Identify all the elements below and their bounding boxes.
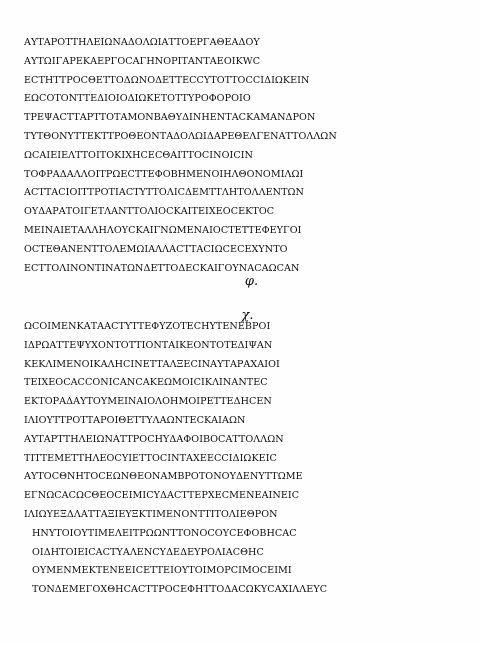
text-line: ΕΩCΟΤΟΝΤΤΕΔΙΟΙΟΔΙΩΚΕΤΟΤΤΥΡΟΦΟΡΟΙΟ	[24, 93, 251, 105]
text-line: ΕCΤΤΟΛΙΝΟΝΤΙΝΑΤΩΝΔΕΤΤΟΔΕCΚΑΙΓΟΥΝΑCΑΩCΑΝ	[24, 262, 300, 274]
text-line: ΙΛΙΟΥΤΤΡΟΤΤΑΡΟΙΘΕΤΤΥΛΑΩΝΤΕCΚΑΙΑΩΝ	[24, 414, 246, 426]
text-line: ΟΥΜΕΝΜΕΚΤΕΝΕΕΙCΕΤΤΕΙΟΥΤΟΙΜΟΡCΙΜΟCΕΙΜΙ	[32, 565, 292, 577]
text-line: ΜΕΙΝΑΙΕΤΑΛΛΗΛΟΥCΚΑΙΓΝΩΜΕΝΑΙΟCΤΕΤΤΕΦΕΥΓΟΙ	[24, 224, 302, 236]
text-line: ΚΕΚΛΙΜΕΝΟΙΚΑΛΗCΙΝΕΤΤΑΛΞΕCΙΝΑΥΤΑΡΑΧΑΙΟΙ	[24, 358, 280, 370]
text-line: ΑΥΤΩΙΓΑΡΕΚΑΕΡΓΟCΑΓΗΝΟΡΙΤΑΝΤΑΕΟΙΚWC	[24, 55, 261, 67]
text-line: ΤΡΕΨΑCΤΤΑΡΤΤΟΤΑΜΟΝΒΑΘΥΔΙΝΗΕΝΤΑCΚΑΜΑΝΔΡΟΝ	[24, 112, 316, 124]
text-block-lower	[24, 318, 464, 600]
text-line: ΤΥΤΘΟΝΥΤΤΕΚΤΤΡΟΘΕΟΝΤΑΔΟΛΩΙΔΑΡΕΘΕΛΓΕΝΑΤΤΟΛΛΩΝ	[24, 130, 337, 142]
text-line: ΙΛΙΩΥΕΞΔΛΑΤΤΑΞΙΕΥΞΚΤΙΜΕΝΟΝΤΤΙΤΟΛΙΕΘΡΟΝ	[24, 508, 278, 520]
text-line: ΤΟΦΡΑΔΑΛΛΟΙΤΡΩΕCΤΤΕΦΟΒΗΜΕΝΟΙΗΛΘΟΝΟΜΙΛΩΙ	[24, 168, 304, 180]
text-line: ΕΚΤΟΡΑΔΑΥΤΟΥΜΕΙΝΑΙΟΛΟΗΜΟΙΡΕΤΤΕΔΗCΕΝ	[24, 396, 272, 408]
text-line: ΑΥΤΑΡΤΤΗΛΕΙΩΝΑΤΤΡΟCΗΥΔΑΦΟΙΒΟCΑΤΤΟΛΛΩΝ	[24, 433, 284, 445]
text-line: ΤΕΙΧΕΟCΑCCΟΝΙCΑΝCΑΚΕΩΜΟΙCΙΚΛΙΝΑΝΤΕC	[24, 377, 268, 389]
text-line: ΤΙΤΤΕΜΕΤΤΗΛΕΟCΥΙΕΤΤΟCΙΝΤΑΧΕΕCCΙΔΙΩΚΕΙC	[24, 452, 277, 464]
text-line: ΟΙΔΗΤΟΙΕΙCΑCΤΥΑΛΕΝCΥΔΕΔΕΥΡΟΛΙΑCΘΗC	[32, 546, 264, 558]
text-line: ΕCΤΗΤΤΡΟCΘΕΤΤΟΔΩΝΟΔΕΤΤΕCCΥΤΟΤΤΟCCΙΔΙΩΚΕΙΝ	[24, 74, 310, 86]
text-line: ΙΔΡΩΑΤΤΕΨΥΧΟΝΤΟΤΤΙΟΝΤΑΙΚΕΟΝΤΟΤΕΔΙΨΑΝ	[24, 339, 273, 351]
text-line: ΟΥΔΑΡΑΤΟΙΓΕΤΛΑΝΤΤΟΛΙΟCΚΑΙΤΕΙΧΕΟCΕΚΤΟC	[24, 206, 275, 218]
section-mark-phi: φ.	[244, 274, 259, 289]
text-line: ΑCΤΤΑCΙΟΙΤΤΡΟΤΙΑCΤΥΤΤΟΛΙCΔΕΜΤΤΛΗΤΟΛΛΕΝΤΩΝ	[24, 187, 304, 199]
text-line: ΟCΤΕΘΑΝΕΝΤΤΟΛΕΜΩΙΑΛΛΑCΤΤΑCΙΩCΕCΕΧΥΝΤΟ	[24, 243, 288, 255]
text-block-upper	[24, 34, 464, 278]
text-line: ΑΥΤΟCΘΝΗΤΟCΕΩΝΘΕΟΝΑΜΒΡΟΤΟΝΟΥΔΕΝΥΤΤΩΜΕ	[24, 471, 303, 483]
text-line: ΕΓΝΩCΑCΩCΘΕΟCΕΙΜΙCΥΔΑCΤΤΕΡΧΕCΜΕΝΕΑΙΝΕΙC	[24, 490, 300, 502]
text-line: ΩCΟΙΜΕΝΚΑΤΑΑCΤΥΤΤΕΦΥΖΟΤΕCΗΥΤΕΝΕΒΡΟΙ	[24, 321, 271, 332]
text-line: ΩCΑΙΕΙΕΛΤΤΟΙΤΟΚΙΧΗCΕCΘΑΙΤΤΟCΙΝΟΙCΙΝ	[24, 149, 253, 161]
section-mark-chi: χ.	[241, 308, 254, 323]
text-line: ΤΟΝΔΕΜΕΓΟΧΘΗCΑCΤΤΡΟCΕΦΗΤΤΟΔΑCΩΚΥCΑΧΙΛΛΕΥC	[32, 584, 328, 596]
text-line: ΗΝΥΤΟΙΟΥΤΙΜΕΛΕΙΤΡΩΩΝΤΤΟΝΟCΟΥCΕΦΟΒΗCΑC	[32, 527, 297, 539]
text-line: ΑΥΤΑΡΟΤΤΗΛΕΙΩΝΑΔΟΛΩΙΑΤΤΟΕΡΓΑΘΕΑΔΟΥ	[24, 37, 260, 48]
